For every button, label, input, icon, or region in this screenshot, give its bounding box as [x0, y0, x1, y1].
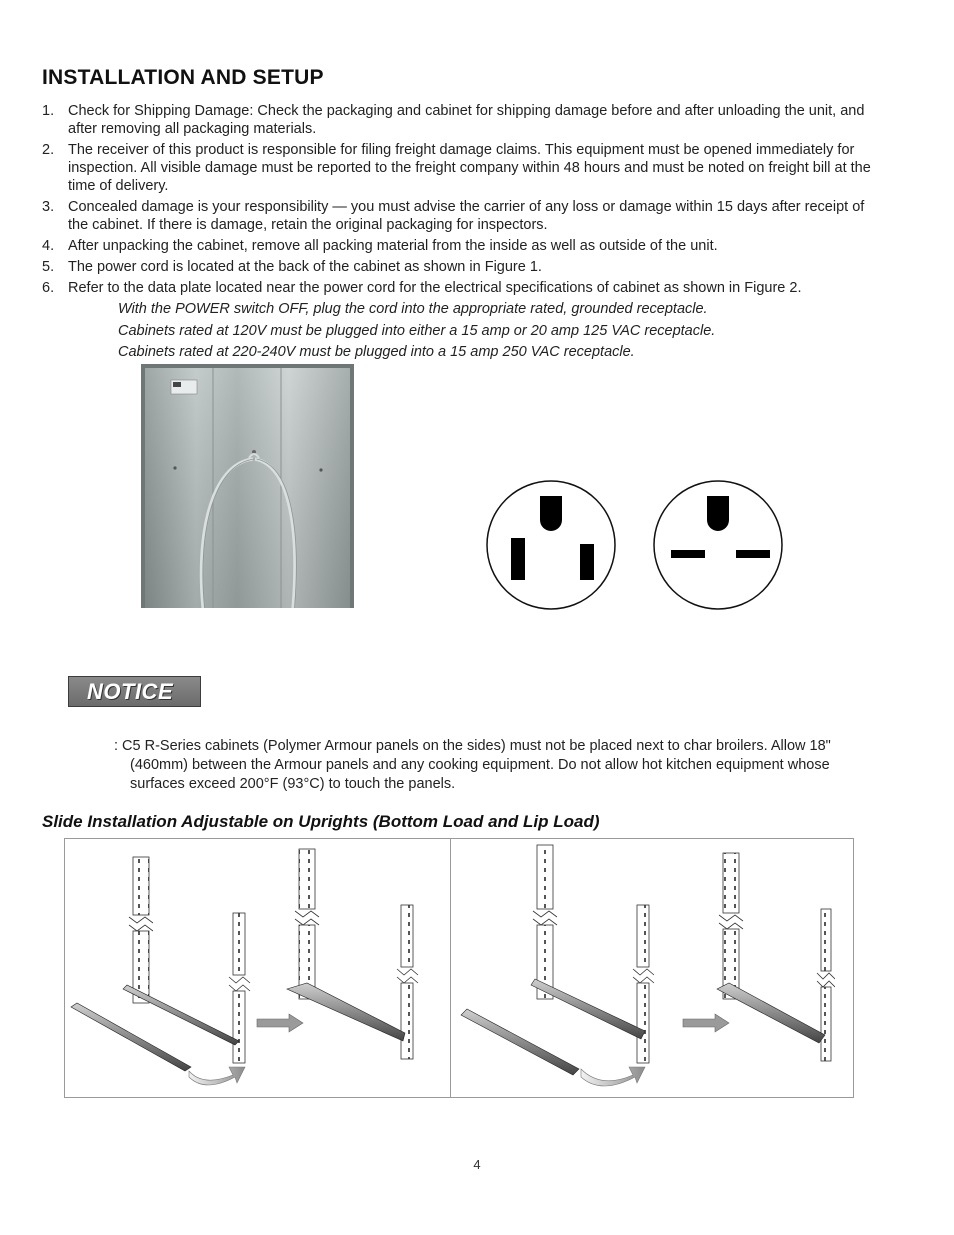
- page-number: 4: [473, 1157, 481, 1172]
- notice-text: [114, 737, 874, 794]
- step-item: [42, 279, 884, 297]
- step-text: Concealed damage is your responsibility — you must advise the carrier of any loss or damage within 15 days after receipt of the cabinet. If there is damage, retain the original packaging for inspectors.: [68, 199, 865, 233]
- step-number: 6.: [42, 280, 55, 296]
- step-number: 1.: [42, 103, 55, 119]
- step-text: After unpacking the cabinet, remove all packing material from the inside as well as outside of the unit.: [68, 238, 718, 254]
- step-item: [42, 198, 884, 234]
- note-line: With the POWER switch OFF, plug the cord into the appropriate rated, grounded receptacle.: [118, 301, 708, 317]
- notice-badge: NOTICE: [68, 676, 201, 707]
- step-text: Check for Shipping Damage: Check the packaging and cabinet for shipping damage before and after unloading the unit, and after removing all packaging materials.: [68, 103, 865, 137]
- step-item: [42, 102, 884, 138]
- cabinet-back-photo: [141, 364, 354, 608]
- step-item: [42, 141, 884, 195]
- section-heading: INSTALLATION AND SETUP: [42, 66, 324, 89]
- notice-paragraph: : C5 R-Series cabinets (Polymer Armour panels on the sides) must not be placed next to char broilers. Allow 18" (460mm) between the Armour panels and any cooking equipment. Do not allow hot kitchen equipment whose surfaces exceed 200°F (93°C) to touch the panels.: [114, 738, 831, 792]
- installation-steps: [42, 102, 884, 300]
- step-number: 2.: [42, 142, 55, 158]
- electrical-notes: [118, 299, 898, 364]
- lip-load-illustration: [451, 839, 835, 1097]
- step-item: [42, 258, 884, 276]
- slide-installation-figure: [64, 838, 854, 1098]
- receptacle-diagrams: [484, 478, 784, 613]
- step-text: The receiver of this product is responsible for filing freight damage claims. This equipment must be opened immediately for inspection. All visible damage must be reported to the freight company within 48 hours and must be noted on freight bill at the time of delivery.: [68, 142, 871, 194]
- step-number: 4.: [42, 238, 55, 254]
- step-item: [42, 237, 884, 255]
- note-line: Cabinets rated at 220-240V must be plugged into a 15 amp 250 VAC receptacle.: [118, 344, 635, 360]
- slide-installation-title: Slide Installation Adjustable on Uprights (Bottom Load and Lip Load): [42, 812, 600, 831]
- step-text: The power cord is located at the back of the cabinet as shown in Figure 1.: [68, 259, 542, 275]
- step-number: 3.: [42, 199, 55, 215]
- step-text: Refer to the data plate located near the power cord for the electrical specifications of cabinet as shown in Figure 2.: [68, 280, 802, 296]
- step-number: 5.: [42, 259, 55, 275]
- receptacle-250v-icon: [654, 481, 782, 609]
- receptacle-20amp-icon: [487, 481, 615, 609]
- bottom-load-illustration: [65, 839, 449, 1097]
- note-line: Cabinets rated at 120V must be plugged into either a 15 amp or 20 amp 125 VAC receptacle.: [118, 322, 716, 339]
